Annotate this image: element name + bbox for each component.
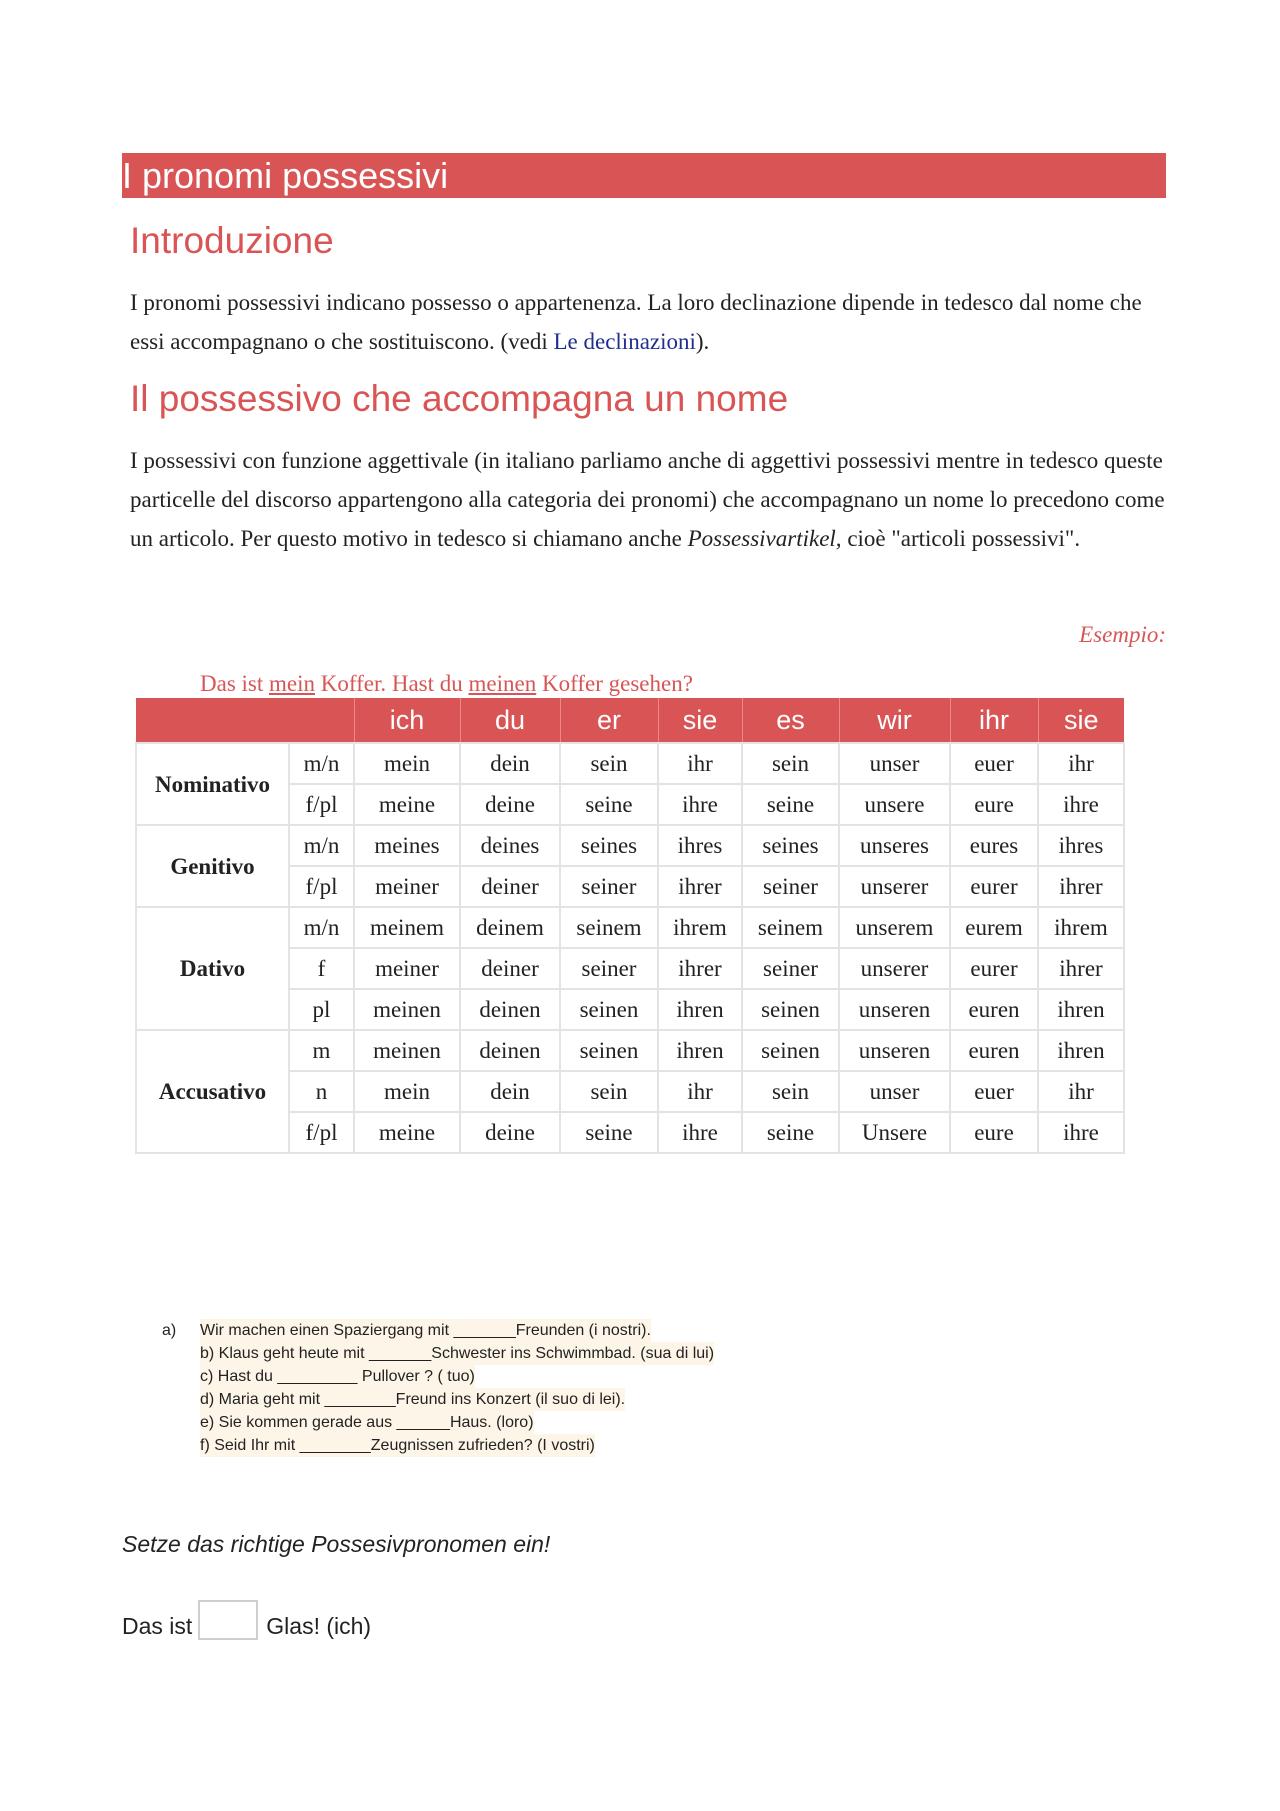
table-cell: unsere (839, 784, 950, 825)
table-cell: unseres (839, 825, 950, 866)
intro-heading: Introduzione (130, 220, 334, 261)
gender-label: m/n (289, 825, 354, 866)
table-cell: meinen (354, 1030, 460, 1071)
table-cell: meinem (354, 907, 460, 948)
gender-label: f/pl (289, 1112, 354, 1153)
table-cell: unser (839, 743, 950, 784)
table-cell: ihrer (658, 866, 742, 907)
table-cell: eure (950, 784, 1038, 825)
table-cell: seiner (742, 948, 839, 989)
section-heading: Il possessivo che accompagna un nome (130, 378, 789, 419)
table-cell: ihr (1038, 1071, 1124, 1112)
table-cell: seiner (560, 948, 658, 989)
exercise-item: d) Maria geht mit ________Freund ins Konzert (il suo di lei). (200, 1388, 625, 1411)
table-cell: euren (950, 989, 1038, 1030)
table-body (136, 743, 1124, 1153)
case-label: Accusativo (136, 1030, 289, 1153)
table-cell: ihre (658, 784, 742, 825)
fill-text-before: Das ist (122, 1613, 193, 1639)
example-label: Esempio: (1079, 622, 1166, 647)
table-cell: ihrem (658, 907, 742, 948)
intro-text-end: ). (695, 329, 710, 354)
table-cell: seinem (560, 907, 658, 948)
section-paragraph (130, 441, 1170, 558)
table-header-pronoun: es (742, 698, 839, 743)
table-cell: unserem (839, 907, 950, 948)
page-title: I pronomi possessivi (122, 153, 1166, 198)
table-cell: euren (950, 1030, 1038, 1071)
table-cell: meiner (354, 866, 460, 907)
table-cell: ihr (658, 743, 742, 784)
table-header-blank (136, 698, 289, 743)
table-cell: sein (560, 743, 658, 784)
table-cell: ihrer (1038, 866, 1124, 907)
table-cell: ihr (1038, 743, 1124, 784)
example-part: Das ist (200, 671, 269, 696)
table-cell: ihre (658, 1112, 742, 1153)
table-cell: eurer (950, 948, 1038, 989)
intro-text: I pronomi possessivi indicano possesso o appartenenza. La loro declinazione dipende in tedesco dal nome che essi accompagnano o che sostituiscono. (vedi (130, 290, 1142, 354)
table-cell: ihre (1038, 784, 1124, 825)
example-part: Koffer gesehen? (536, 671, 693, 696)
table-cell: dein (460, 1071, 560, 1112)
table-cell: eurer (950, 866, 1038, 907)
table-cell: ihres (658, 825, 742, 866)
table-header-pronoun: du (460, 698, 560, 743)
table-cell: deinen (460, 989, 560, 1030)
gender-label: f/pl (289, 866, 354, 907)
possessivartikel-term: Possessivartikel, (687, 526, 842, 551)
table-row (136, 907, 1124, 948)
table-row (136, 825, 1124, 866)
answer-input[interactable] (198, 1600, 258, 1640)
gender-label: m (289, 1030, 354, 1071)
exercise-marker: a) (162, 1322, 177, 1339)
table-cell: seine (742, 1112, 839, 1153)
example-underlined-word: mein (269, 671, 315, 696)
table-cell: dein (460, 743, 560, 784)
table-cell: seinen (742, 989, 839, 1030)
table-header-blank (289, 698, 354, 743)
table-cell: euer (950, 1071, 1038, 1112)
table-cell: deinen (460, 1030, 560, 1071)
case-label: Nominativo (136, 743, 289, 825)
exercise-items (162, 1319, 714, 1457)
table-cell: sein (742, 1071, 839, 1112)
gender-label: pl (289, 989, 354, 1030)
table-cell: seinem (742, 907, 839, 948)
table-header-pronoun: sie (658, 698, 742, 743)
table-cell: ihres (1038, 825, 1124, 866)
table-row (136, 743, 1124, 784)
gender-label: n (289, 1071, 354, 1112)
example-sentence (200, 671, 693, 697)
table-cell: mein (354, 743, 460, 784)
table-cell: seinen (560, 989, 658, 1030)
gender-label: m/n (289, 907, 354, 948)
fill-in-sentence (122, 1600, 371, 1640)
table-cell: eurem (950, 907, 1038, 948)
table-cell: seine (742, 784, 839, 825)
table-cell: unseren (839, 1030, 950, 1071)
example-part: Koffer. Hast du (315, 671, 469, 696)
table-cell: meiner (354, 948, 460, 989)
section-text: I possessivi con funzione aggettivale (in italiano parliamo anche di aggettivi possessivi mentre in tedesco queste particelle del discorso appartengono alla categoria dei pronomi) che accompagnano un nome lo precedono come un articolo. Per questo motivo in tedesco si chiamano anche (130, 448, 1165, 551)
table-cell: ihren (1038, 989, 1124, 1030)
exercise-list (162, 1319, 714, 1457)
table-cell: seinen (742, 1030, 839, 1071)
table-cell: deines (460, 825, 560, 866)
table-cell: ihr (658, 1071, 742, 1112)
table-cell: eure (950, 1112, 1038, 1153)
gender-label: f/pl (289, 784, 354, 825)
table-cell: seine (560, 1112, 658, 1153)
table-cell: Unsere (839, 1112, 950, 1153)
exercise-item: c) Hast du _________ Pullover ? ( tuo) (200, 1365, 475, 1388)
section-text-end: cioè "articoli possessivi". (841, 526, 1081, 551)
table-header-pronoun: ich (354, 698, 460, 743)
table-cell: mein (354, 1071, 460, 1112)
table-cell: euer (950, 743, 1038, 784)
table-cell: unserer (839, 948, 950, 989)
table-cell: seine (560, 784, 658, 825)
table-cell: deiner (460, 948, 560, 989)
case-label: Genitivo (136, 825, 289, 907)
table-cell: ihren (658, 1030, 742, 1071)
table-cell: deine (460, 784, 560, 825)
table-header-row (136, 698, 1124, 743)
table-cell: unserer (839, 866, 950, 907)
gender-label: f (289, 948, 354, 989)
gender-label: m/n (289, 743, 354, 784)
table-cell: unseren (839, 989, 950, 1030)
case-label: Dativo (136, 907, 289, 1030)
exercise-instruction: Setze das richtige Possesivpronomen ein! (122, 1531, 551, 1557)
intro-paragraph (130, 283, 1170, 361)
exercise-item: e) Sie kommen gerade aus ______Haus. (loro) (200, 1411, 534, 1434)
table-cell: eures (950, 825, 1038, 866)
table-cell: sein (742, 743, 839, 784)
table-cell: ihrer (1038, 948, 1124, 989)
table-header-pronoun: er (560, 698, 658, 743)
table-cell: seiner (560, 866, 658, 907)
table-cell: ihren (1038, 1030, 1124, 1071)
table-cell: meine (354, 784, 460, 825)
table-cell: seiner (742, 866, 839, 907)
exercise-item: f) Seid Ihr mit ________Zeugnissen zufrieden? (I vostri) (200, 1434, 595, 1457)
table-cell: deinem (460, 907, 560, 948)
exercise-item: b) Klaus geht heute mit _______Schwester ins Schwimmbad. (sua di lui) (200, 1342, 714, 1365)
table-cell: ihrem (1038, 907, 1124, 948)
table-cell: unser (839, 1071, 950, 1112)
table-header-pronoun: sie (1038, 698, 1124, 743)
table-cell: seines (742, 825, 839, 866)
declinations-link[interactable]: Le declinazioni (553, 329, 696, 354)
table-cell: ihre (1038, 1112, 1124, 1153)
table-header-pronoun: wir (839, 698, 950, 743)
example-underlined-word: meinen (468, 671, 537, 696)
table-cell: meine (354, 1112, 460, 1153)
table-header-pronoun: ihr (950, 698, 1038, 743)
table-cell: deine (460, 1112, 560, 1153)
table-cell: meinen (354, 989, 460, 1030)
table-cell: sein (560, 1071, 658, 1112)
table-row (136, 1030, 1124, 1071)
table-cell: deiner (460, 866, 560, 907)
declension-table (135, 698, 1125, 1154)
fill-text-after: Glas! (ich) (266, 1613, 372, 1639)
table-cell: ihren (658, 989, 742, 1030)
exercise-item: Wir machen einen Spaziergang mit _______Freunden (i nostri). (200, 1319, 651, 1342)
table-cell: ihrer (658, 948, 742, 989)
table-cell: seines (560, 825, 658, 866)
table-cell: seinen (560, 1030, 658, 1071)
table-cell: meines (354, 825, 460, 866)
